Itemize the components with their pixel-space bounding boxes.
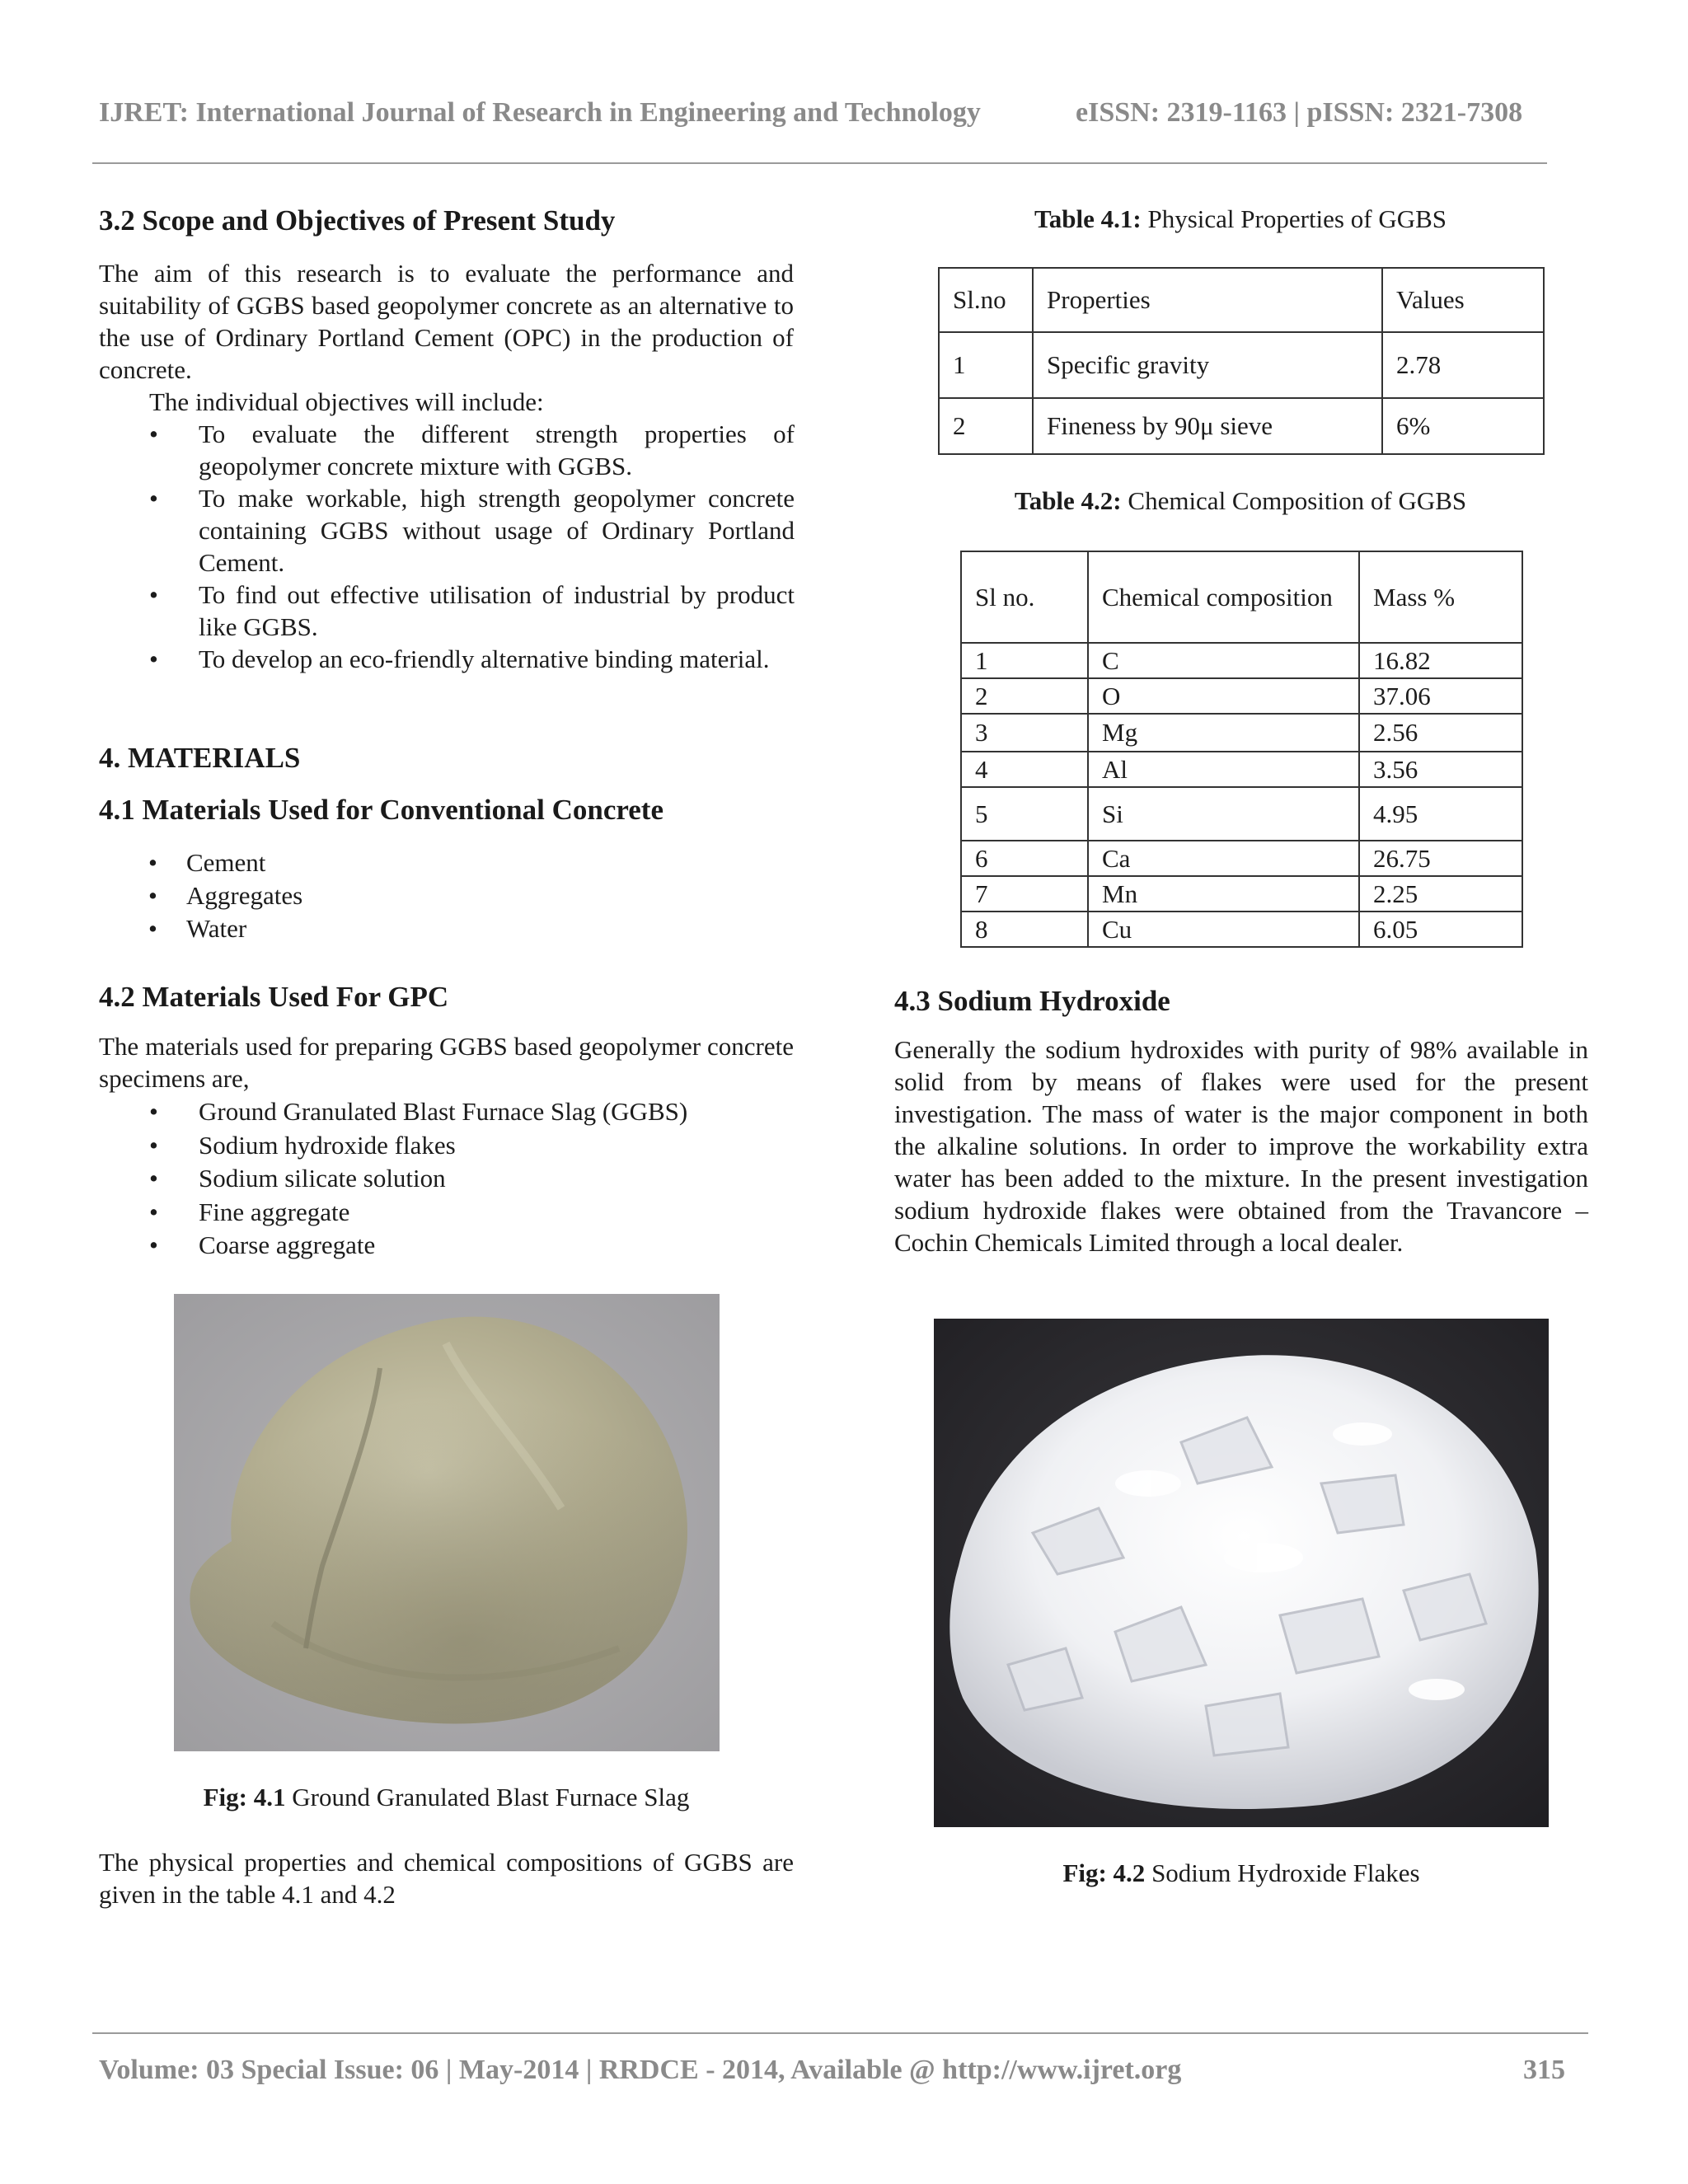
table-cell: 6.05 xyxy=(1359,912,1522,947)
list-item: • To make workable, high strength geopolymer concrete containing GGBS without usage of Ordinary Portland Cement. xyxy=(149,484,795,577)
conventional-materials-list xyxy=(148,846,763,945)
closing-paragraph: The physical properties and chemical compositions of GGBS are given in the table 4.1 and 4.2 xyxy=(99,1848,794,1909)
table-cell: 1 xyxy=(939,332,1033,398)
page-number: 315 xyxy=(1523,2055,1565,2085)
table-row xyxy=(961,876,1522,912)
footer-rule xyxy=(92,2032,1588,2034)
table-cell: 4 xyxy=(961,752,1088,787)
table-row xyxy=(961,714,1522,752)
fig-4-2-caption: Fig: 4.2 Sodium Hydroxide Flakes xyxy=(1062,1858,1420,1887)
section-3-2-title: 3.2 Scope and Objectives of Present Study xyxy=(99,204,616,237)
list-item: • Fine aggregate xyxy=(149,1197,350,1226)
objectives-list xyxy=(149,418,795,675)
table-cell: 6% xyxy=(1382,398,1544,454)
section-4-3-title: 4.3 Sodium Hydroxide xyxy=(894,985,1170,1017)
table-cell: 2.25 xyxy=(1359,876,1522,912)
table-row xyxy=(961,643,1522,678)
table-cell: 8 xyxy=(961,912,1088,947)
table-row xyxy=(939,398,1544,454)
objectives-intro: The individual objectives will include: xyxy=(149,387,544,416)
table-cell: 26.75 xyxy=(1359,841,1522,876)
table-4-2 xyxy=(960,551,1523,948)
list-item: • Sodium hydroxide flakes xyxy=(149,1130,456,1160)
list-item: • Coarse aggregate xyxy=(149,1230,376,1259)
table-row xyxy=(961,752,1522,787)
table-header-cell: Sl.no xyxy=(939,268,1033,332)
table-header-cell: Sl no. xyxy=(961,551,1088,643)
table-cell: Mg xyxy=(1088,714,1359,752)
table-cell: 16.82 xyxy=(1359,643,1522,678)
table-cell: Cu xyxy=(1088,912,1359,947)
section-4-title: 4. MATERIALS xyxy=(99,742,301,774)
table-cell: 37.06 xyxy=(1359,678,1522,714)
list-item: • To develop an eco-friendly alternative binding material. xyxy=(149,644,770,673)
table-header-cell: Properties xyxy=(1033,268,1382,332)
fig-4-1-caption: Fig: 4.1 Ground Granulated Blast Furnace Slag xyxy=(203,1783,690,1811)
section-4-3-paragraph: Generally the sodium hydroxides with purity of 98% available in solid from by means of flakes were used for the present investigation. The mass of water is the major component in both the alkaline solutions. In order to improve the workability extra water has been added to the mixture. In the present investigation sodium hydroxide flakes were obtained from the Travancore – Cochin Chemicals Limited through a local dealer. xyxy=(894,1035,1588,1257)
table-header-cell: Mass % xyxy=(1359,551,1522,643)
table-4-2-caption: Table 4.2: Chemical Composition of GGBS xyxy=(1014,486,1467,515)
section-4-2-title: 4.2 Materials Used For GPC xyxy=(99,981,449,1013)
table-4-1-caption: Table 4.1: Physical Properties of GGBS xyxy=(1034,204,1447,233)
table-cell: Fineness by 90μ sieve xyxy=(1033,398,1382,454)
list-item: • Ground Granulated Blast Furnace Slag (GGBS) xyxy=(149,1097,688,1126)
table-row xyxy=(939,332,1544,398)
table-cell: 5 xyxy=(961,787,1088,841)
sodium-hydroxide-photo xyxy=(934,1319,1549,1827)
section-4-2-paragraph: The materials used for preparing GGBS based geopolymer concrete specimens are, xyxy=(99,1032,794,1093)
table-header-cell: Chemical composition xyxy=(1088,551,1359,643)
table-cell: Specific gravity xyxy=(1033,332,1382,398)
table-cell: 3.56 xyxy=(1359,752,1522,787)
table-cell: 2.56 xyxy=(1359,714,1522,752)
footer-text: Volume: 03 Special Issue: 06 | May-2014 | RRDCE - 2014, Available @ http://www.ijret.org xyxy=(99,2055,1182,2085)
journal-header: IJRET: International Journal of Research in Engineering and Technology xyxy=(99,97,981,128)
table-cell: C xyxy=(1088,643,1359,678)
table-cell: Si xyxy=(1088,787,1359,841)
table-cell: 2 xyxy=(961,678,1088,714)
section-3-2-paragraph: The aim of this research is to evaluate the performance and suitability of GGBS based geopolymer concrete as an alternative to the use of Ordinary Portland Cement (OPC) in the production of concrete. xyxy=(99,259,794,384)
table-cell: 7 xyxy=(961,876,1088,912)
table-header-row xyxy=(939,268,1544,332)
table-row xyxy=(961,841,1522,876)
table-cell: Ca xyxy=(1088,841,1359,876)
table-cell: Mn xyxy=(1088,876,1359,912)
ggbs-powder-photo xyxy=(174,1294,720,1751)
table-4-1 xyxy=(938,267,1545,455)
header-rule xyxy=(92,162,1547,164)
list-item: • Sodium silicate solution xyxy=(149,1164,446,1193)
section-4-1-title: 4.1 Materials Used for Conventional Concrete xyxy=(99,794,663,826)
table-cell: 1 xyxy=(961,643,1088,678)
list-item: • Water xyxy=(148,914,247,943)
gpc-materials-list xyxy=(149,1095,795,1263)
table-row xyxy=(961,912,1522,947)
table-cell: 4.95 xyxy=(1359,787,1522,841)
table-cell: Al xyxy=(1088,752,1359,787)
table-header-row xyxy=(961,551,1522,643)
table-cell: 3 xyxy=(961,714,1088,752)
table-cell: O xyxy=(1088,678,1359,714)
table-cell: 6 xyxy=(961,841,1088,876)
list-item: • Aggregates xyxy=(148,881,303,910)
table-header-cell: Values xyxy=(1382,268,1544,332)
table-cell: 2 xyxy=(939,398,1033,454)
table-row xyxy=(961,678,1522,714)
table-cell: 2.78 xyxy=(1382,332,1544,398)
list-item: • To find out effective utilisation of industrial by product like GGBS. xyxy=(149,580,795,641)
list-item: • Cement xyxy=(148,848,266,877)
table-row xyxy=(961,787,1522,841)
list-item: • To evaluate the different strength properties of geopolymer concrete mixture with GGBS. xyxy=(149,419,795,480)
issn-header: eISSN: 2319-1163 | pISSN: 2321-7308 xyxy=(1076,97,1523,128)
